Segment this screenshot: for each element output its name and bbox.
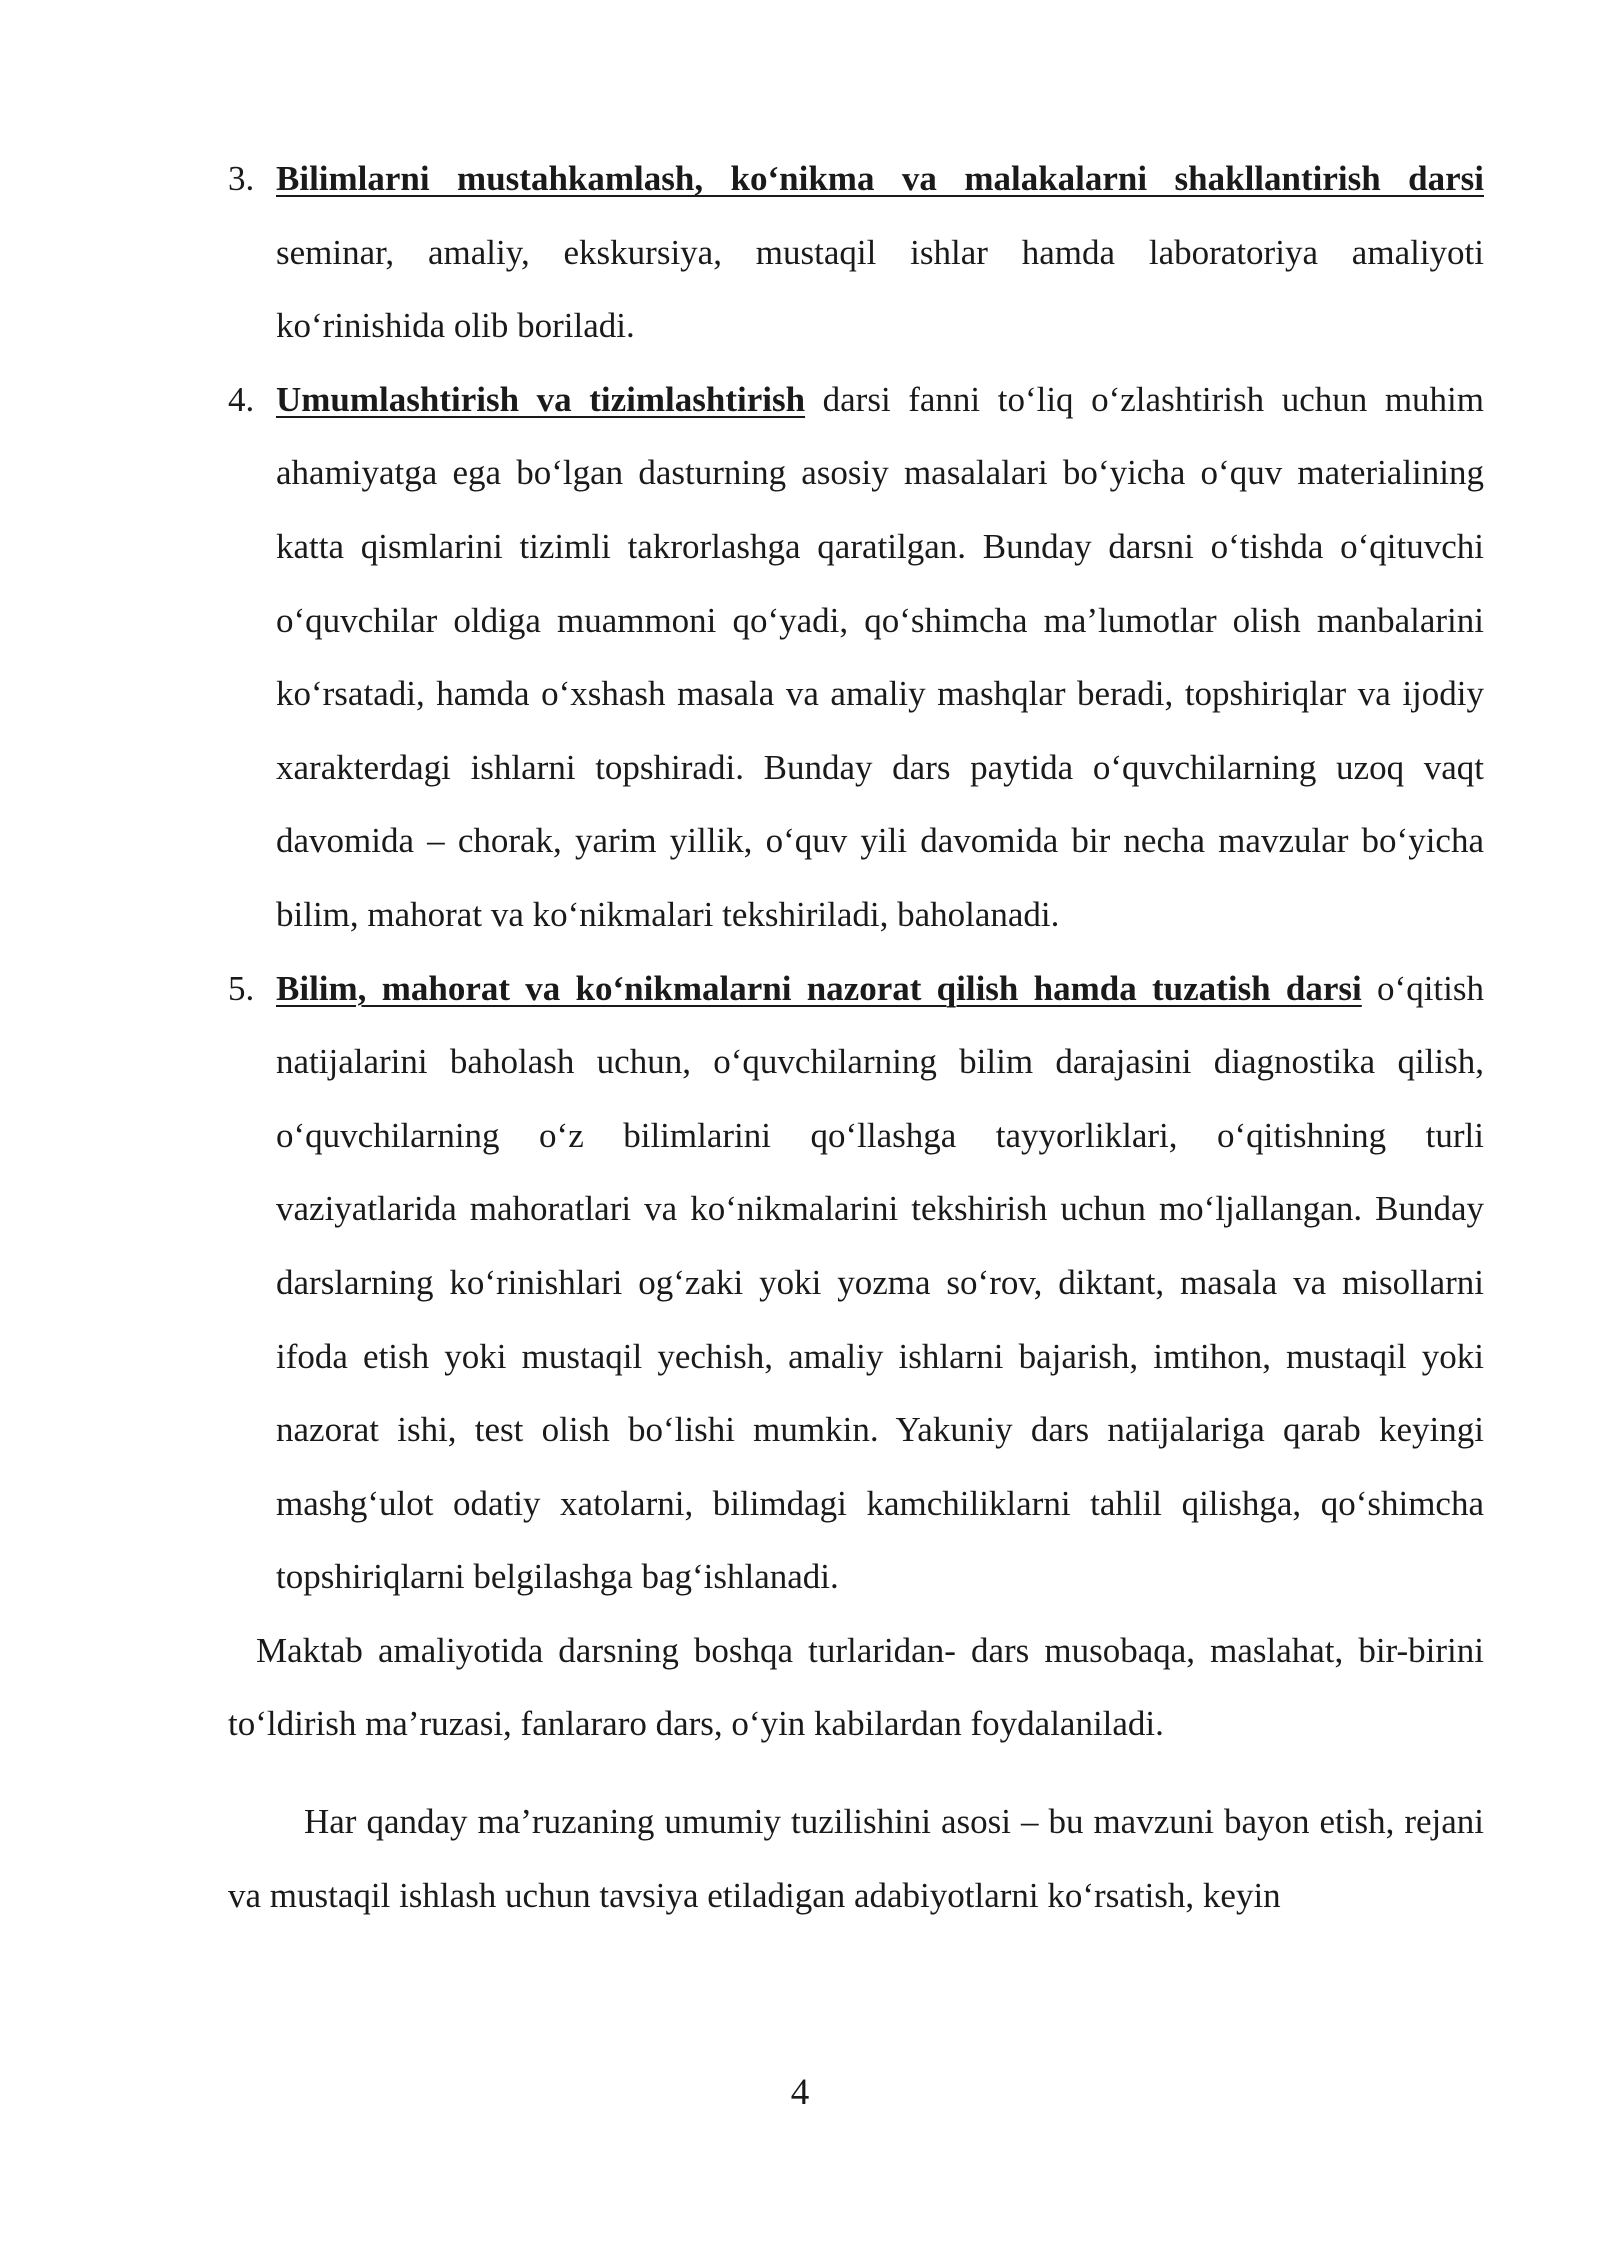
- list-item-4: [228, 363, 1484, 952]
- list-number: 3.: [228, 159, 255, 198]
- page-content: [228, 142, 1484, 1932]
- item-heading: Bilim, mahorat va ko‘nikmalarni nazorat qilish hamda tuzatish darsi: [276, 968, 1362, 1008]
- list-item-body: [276, 363, 1484, 952]
- item-text: o‘qitish natijalarini baholash uchun, o‘quvchilarning bilim darajasini diagnostika qilish, o‘quvchilarning o‘z bilimlarini qo‘llashga tayyorliklari, o‘qitishning turli vaziyatlarida mahoratlari va ko‘nikmalarini tekshirish uchun mo‘ljallangan. Bunday darslarning ko‘rinishlari og‘zaki yoki yozma so‘rov, diktant, masala va misollarni ifoda etish yoki mustaqil yechish, amaliy ishlarni bajarish, imtihon, mustaqil yoki nazorat ishi, test olish bo‘lishi mumkin. Yakuniy dars natijalariga qarab keyingi mashg‘ulot odatiy xatolarni, bilimdagi kamchiliklarni tahlil qilishga, qo‘shimcha topshiriqlarni belgilashga bag‘ishlanadi.: [276, 968, 1485, 1597]
- item-heading: Umumlashtirish va tizimlashtirish: [276, 379, 806, 419]
- paragraph-school-practice: Maktab amaliyotida darsning boshqa turlaridan- dars musobaqa, maslahat, bir-birini to‘ldirish ma’ruzasi, fanlararo dars, o‘yin kabilardan foydalaniladi.: [228, 1630, 1484, 1744]
- item-text: seminar, amaliy, ekskursiya, mustaqil ishlar hamda laboratoriya amaliyoti ko‘rinishida olib boriladi.: [276, 232, 1484, 346]
- item-heading: Bilimlarni mustahkamlash, ko‘nikma va malakalarni shakllantirish darsi: [276, 159, 1484, 198]
- paragraph-lecture-structure: Har qanday ma’ruzaning umumiy tuzilishini asosi – bu mavzuni bayon etish, rejani va mustaqil ishlash uchun tavsiya etiladigan adabiyotlarni ko‘rsatish, keyin: [228, 1802, 1484, 1915]
- page-number: 4: [790, 2072, 810, 2113]
- list-item-3: [228, 142, 1484, 363]
- list-number: 5.: [228, 968, 255, 1008]
- list-item-body: [276, 952, 1484, 1614]
- list-item-5: [228, 952, 1484, 1614]
- list-item-body: [276, 142, 1484, 363]
- list-number: 4.: [228, 379, 255, 419]
- item-text: darsi fanni to‘liq o‘zlashtirish uchun muhim ahamiyatga ega bo‘lgan dasturning asosiy masalalari bo‘yicha o‘quv materialining katta qismlarini tizimli takrorlashga qaratilgan. Bunday darsni o‘tishda o‘qituvchi o‘quvchilar oldiga muammoni qo‘yadi, qo‘shimcha ma’lumotlar olish manbalarini ko‘rsatadi, hamda o‘xshash masala va amaliy mashqlar beradi, topshiriqlar va ijodiy xarakterdagi ishlarni topshiradi. Bunday dars paytida o‘quvchilarning uzoq vaqt davomida – chorak, yarim yillik, o‘quv yili davomida bir necha mavzular bo‘yicha bilim, mahorat va ko‘nikmalari tekshiriladi, baholanadi.: [276, 379, 1484, 934]
